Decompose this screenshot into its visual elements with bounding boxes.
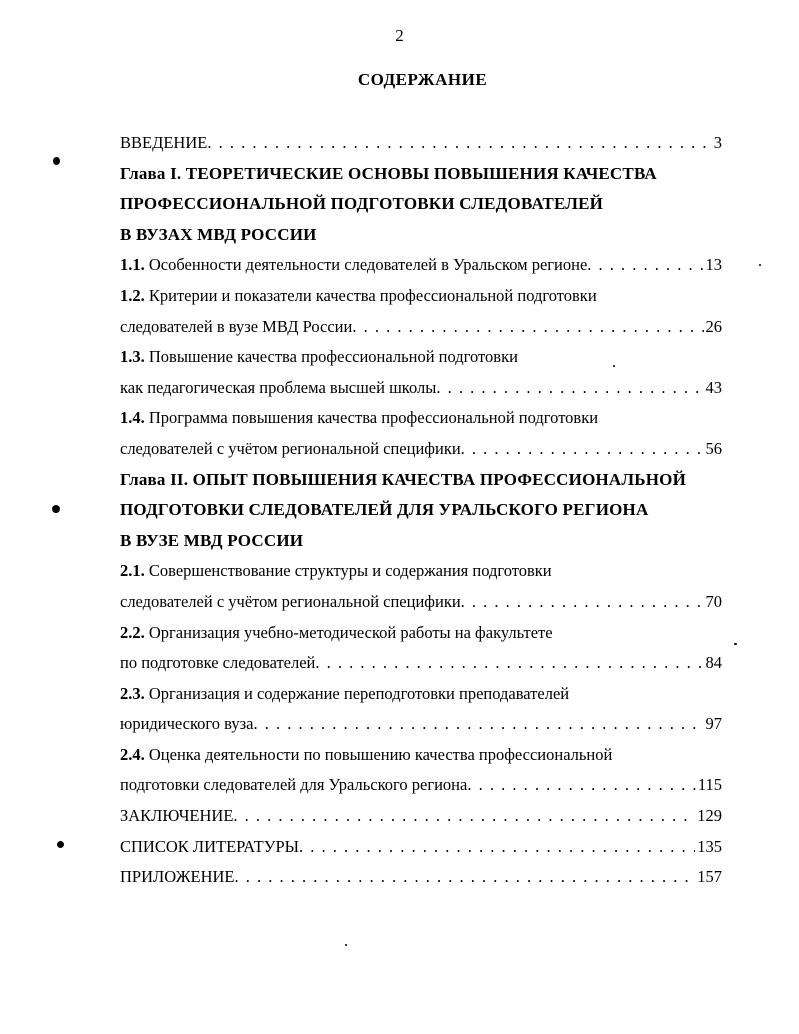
toc-entry-1-3-line-2 xyxy=(120,373,722,404)
dot-leader xyxy=(207,128,711,159)
toc-entry-title: ЗАКЛЮЧЕНИЕ xyxy=(120,806,234,826)
toc-entry-2-1-line-2 xyxy=(120,587,722,618)
toc-entry-page: 70 xyxy=(705,591,722,611)
toc-chapter-1-line-3 xyxy=(120,220,722,251)
dot-leader xyxy=(467,770,696,801)
dot-leader xyxy=(299,832,695,863)
toc-entry-page: 157 xyxy=(697,867,722,887)
section-title: Особенности деятельности следователей в Уральском регионе xyxy=(148,255,588,275)
scan-speck xyxy=(57,841,64,848)
dot-leader xyxy=(253,709,703,740)
toc-entry-intro xyxy=(120,128,722,159)
section-title: Критерии и показатели качества профессиональной подготовки xyxy=(148,285,597,305)
toc-entry-title: юридического вуза xyxy=(120,714,254,734)
chapter-title: Глава I. ТЕОРЕТИЧЕСКИЕ ОСНОВЫ ПОВЫШЕНИЯ КАЧЕСТВА xyxy=(120,163,657,183)
chapter-title: Глава II. ОПЫТ ПОВЫШЕНИЯ КАЧЕСТВА ПРОФЕССИОНАЛЬНОЙ xyxy=(120,469,686,489)
section-number: 1.2. xyxy=(120,285,145,305)
chapter-title: В ВУЗАХ МВД РОССИИ xyxy=(120,224,317,244)
toc-entry-title xyxy=(120,281,597,312)
scan-speck xyxy=(759,264,761,266)
page-title: СОДЕРЖАНИЕ xyxy=(357,70,488,89)
scan-speck xyxy=(52,505,60,513)
toc-entry-title xyxy=(120,618,553,649)
chapter-title: ПРОФЕССИОНАЛЬНОЙ ПОДГОТОВКИ СЛЕДОВАТЕЛЕЙ xyxy=(120,194,604,214)
toc-chapter-2-line-2 xyxy=(120,495,722,526)
section-number: 2.3. xyxy=(120,683,145,703)
toc-entry-conclusion xyxy=(120,801,722,832)
section-number: 1.4. xyxy=(120,408,145,428)
dot-leader xyxy=(587,250,703,281)
toc-entry-title xyxy=(120,403,598,434)
toc-entry-2-2-line-1 xyxy=(120,618,722,649)
toc-entry-title xyxy=(120,740,612,771)
toc-entry-page: 13 xyxy=(705,255,722,275)
toc-entry-1-2-line-2 xyxy=(120,312,722,343)
toc-entry-1-4-line-1 xyxy=(120,403,722,434)
toc-entry-title xyxy=(120,679,569,710)
toc-chapter-1-line-2 xyxy=(120,189,722,220)
toc-entry-page: 3 xyxy=(713,133,722,152)
toc-entry-title: ПРИЛОЖЕНИЕ xyxy=(120,867,235,887)
section-number: 2.2. xyxy=(120,622,145,642)
dot-leader xyxy=(352,312,703,343)
toc-entry-1-3-line-1 xyxy=(120,342,722,373)
section-number: 1.1. xyxy=(120,255,145,275)
toc-entry-title xyxy=(120,342,518,373)
toc-entry-references xyxy=(120,832,722,863)
section-number: 2.1. xyxy=(120,561,145,581)
section-title: Программа повышения качества профессиональной подготовки xyxy=(148,408,599,428)
toc-entry-title: следователей с учётом региональной специфики xyxy=(120,591,461,611)
toc-entry-1-4-line-2 xyxy=(120,434,722,465)
dot-leader xyxy=(233,801,695,832)
page-number: 2 xyxy=(395,26,404,45)
toc-entry-2-1-line-1 xyxy=(120,556,722,587)
toc-entry-appendix xyxy=(120,862,722,893)
toc-entry-1-2-line-1 xyxy=(120,281,722,312)
toc-chapter-2-line-3 xyxy=(120,526,722,557)
toc-entry-2-2-line-2 xyxy=(120,648,722,679)
toc-entry-2-3-line-2 xyxy=(120,709,722,740)
section-title: Совершенствование структуры и содержания подготовки xyxy=(148,561,552,581)
section-title: Организация и содержание переподготовки преподавателей xyxy=(148,683,570,703)
scan-speck xyxy=(734,643,737,645)
toc-entry-page: 97 xyxy=(705,714,722,734)
toc-entry-page: 115 xyxy=(697,775,722,795)
toc-chapter-2-line-1 xyxy=(120,465,722,496)
section-title: Организация учебно-методической работы на факультете xyxy=(148,622,553,642)
chapter-title: ПОДГОТОВКИ СЛЕДОВАТЕЛЕЙ ДЛЯ УРАЛЬСКОГО РЕГИОНА xyxy=(120,500,649,520)
toc-entry-2-4-line-1 xyxy=(120,740,722,771)
toc-entry-title: подготовки следователей для Уральского региона xyxy=(120,775,468,795)
dot-leader xyxy=(315,648,703,679)
toc-entry-page: 84 xyxy=(705,653,722,673)
toc-entry-page: 26 xyxy=(705,316,722,336)
toc-entry-title: как педагогическая проблема высшей школы xyxy=(120,377,437,397)
toc-entry-title xyxy=(120,250,587,281)
toc-chapter-1-line-1 xyxy=(120,159,722,190)
dot-leader xyxy=(461,587,704,618)
scan-speck xyxy=(53,157,60,165)
toc-entry-page: 56 xyxy=(705,438,722,458)
section-title: Оценка деятельности по повышению качества профессиональной xyxy=(148,744,613,764)
toc-entry-page: 43 xyxy=(705,377,722,397)
scan-speck xyxy=(613,365,615,367)
section-number: 1.3. xyxy=(120,347,145,367)
scan-speck xyxy=(345,944,347,946)
toc-entry-title xyxy=(120,556,552,587)
toc-entry-1-1 xyxy=(120,250,722,281)
chapter-title: В ВУЗЕ МВД РОССИИ xyxy=(120,530,304,550)
dot-leader xyxy=(436,373,703,404)
dot-leader xyxy=(461,434,704,465)
toc-entry-title: следователей в вузе МВД России xyxy=(120,316,353,336)
table-of-contents xyxy=(120,128,722,893)
toc-entry-page: 135 xyxy=(697,836,722,856)
section-title: Повышение качества профессиональной подготовки xyxy=(148,347,518,367)
toc-entry-title: СПИСОК ЛИТЕРАТУРЫ xyxy=(120,836,300,856)
toc-entry-2-4-line-2 xyxy=(120,770,722,801)
toc-entry-title: ВВЕДЕНИЕ xyxy=(120,133,208,152)
toc-entry-2-3-line-1 xyxy=(120,679,722,710)
toc-entry-title: по подготовке следователей xyxy=(120,653,316,673)
section-number: 2.4. xyxy=(120,744,145,764)
toc-entry-page: 129 xyxy=(697,806,722,826)
dot-leader xyxy=(234,862,695,893)
toc-entry-title: следователей с учётом региональной специфики xyxy=(120,438,461,458)
